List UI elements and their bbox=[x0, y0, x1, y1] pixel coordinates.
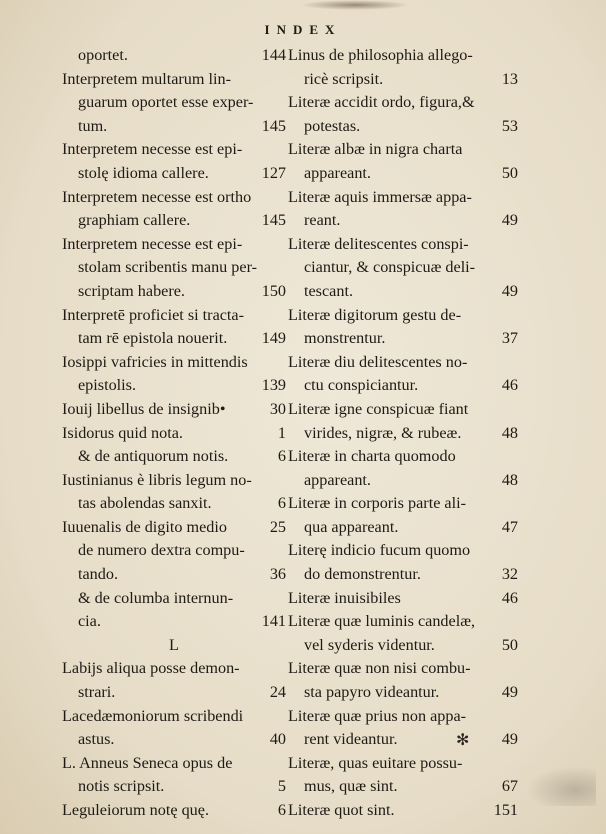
page-number: 145 bbox=[261, 211, 286, 230]
page-number: 127 bbox=[261, 163, 286, 182]
index-entry-text: Interpretem necesse est epi- bbox=[62, 140, 243, 159]
index-entry-text: L bbox=[169, 635, 179, 654]
page-number: 151 bbox=[493, 801, 518, 819]
index-entry-text: Iustinianus è libris legum no- bbox=[62, 470, 252, 489]
index-entry-line bbox=[288, 799, 518, 823]
index-entry-text: Interpretem necesse est ortho bbox=[62, 187, 252, 206]
index-column-right bbox=[288, 44, 518, 823]
page-number: 48 bbox=[501, 470, 518, 489]
page-number: 149 bbox=[261, 329, 286, 348]
index-entry-text: tas abolendas sanxit. bbox=[78, 494, 212, 513]
page-number: 5 bbox=[277, 777, 286, 796]
index-entry-line bbox=[62, 657, 286, 681]
index-entry-text: Literæ accidit ordo, figura,& bbox=[288, 93, 475, 112]
index-entry-text: Literæ albæ in nigra charta bbox=[288, 140, 463, 159]
page-number: 24 bbox=[269, 683, 286, 702]
index-entry-text: vel syderis videntur. bbox=[304, 635, 435, 654]
index-entry-line bbox=[288, 280, 518, 304]
index-entry-line bbox=[288, 563, 518, 587]
index-entry-text: epistolis. bbox=[78, 376, 137, 395]
index-entry-text: monstrentur. bbox=[304, 329, 386, 348]
index-entry-text: tum. bbox=[78, 116, 108, 135]
index-entry-text: Isidorus quid nota. bbox=[62, 423, 183, 442]
index-entry-text: Literæ delitescentes conspi- bbox=[288, 234, 469, 253]
index-entry-line bbox=[288, 327, 518, 351]
index-entry-text: Interpretē proficiet si tracta- bbox=[62, 305, 245, 324]
index-entry-line bbox=[62, 115, 286, 139]
index-entry-text: qua appareant. bbox=[304, 517, 399, 536]
page-number: 40 bbox=[269, 730, 286, 749]
index-entry-line bbox=[62, 799, 286, 823]
index-entry-line bbox=[62, 422, 286, 446]
index-entry-text: astus. bbox=[78, 730, 115, 749]
page-number: 1 bbox=[277, 423, 286, 442]
index-entry-line bbox=[288, 445, 518, 469]
index-entry-line bbox=[288, 68, 518, 92]
index-entry-text: ctu conspiciantur. bbox=[304, 376, 419, 395]
page-number: 50 bbox=[501, 635, 518, 654]
index-entry-line bbox=[288, 138, 518, 162]
index-entry-text: guarum oportet esse exper- bbox=[78, 93, 254, 112]
index-entry-line bbox=[62, 492, 286, 516]
index-entry-text: cia. bbox=[78, 612, 101, 631]
page-stain bbox=[526, 766, 596, 806]
index-entry-text: Interpretem necesse est epi- bbox=[62, 234, 243, 253]
index-entry-line bbox=[62, 516, 286, 540]
index-entry-text: Literæ inuisibiles bbox=[288, 588, 401, 607]
index-entry-text: notis scripsit. bbox=[78, 777, 165, 796]
index-entry-text: Linus de philosophia allego- bbox=[288, 46, 473, 64]
index-entry-line bbox=[62, 539, 286, 563]
index-entry-line bbox=[288, 728, 518, 752]
index-entry-line bbox=[62, 186, 286, 210]
index-entry-text: Literæ digitorum gestu de- bbox=[288, 305, 462, 324]
index-entry-text: Literæ igne conspicuæ fiant bbox=[288, 399, 469, 418]
index-entry-line bbox=[62, 374, 286, 398]
index-entry-text: appareant. bbox=[304, 470, 371, 489]
index-entry-text: Labijs aliqua posse demon- bbox=[62, 659, 240, 678]
index-entry-line bbox=[288, 304, 518, 328]
index-entry-text: stolę idioma callere. bbox=[78, 163, 209, 182]
index-entry-line bbox=[62, 209, 286, 233]
index-entry-text: Literæ diu delitescentes no- bbox=[288, 352, 468, 371]
index-entry-text: stolam scribentis manu per- bbox=[78, 258, 258, 277]
index-entry-text: scriptam habere. bbox=[78, 281, 185, 300]
index-entry-line bbox=[62, 280, 286, 304]
index-entry-text: & de columba internun- bbox=[78, 588, 234, 607]
page-number: 37 bbox=[501, 329, 518, 348]
index-entry-text: Literæ, quas euitare possu- bbox=[288, 753, 463, 772]
page-number: 141 bbox=[261, 612, 286, 631]
page-number: 13 bbox=[501, 69, 518, 88]
index-entry-text: Leguleiorum notę quę. bbox=[62, 801, 209, 819]
index-entry-line bbox=[288, 705, 518, 729]
index-entry-text: Literæ in corporis parte ali- bbox=[288, 494, 466, 513]
page-number: 145 bbox=[261, 116, 286, 135]
index-entry-text: sta papyro videantur. bbox=[304, 683, 440, 702]
index-entry-text: graphiam callere. bbox=[78, 211, 191, 230]
page-header: INDEX bbox=[264, 22, 342, 37]
index-entry-line bbox=[62, 304, 286, 328]
index-entry-line bbox=[62, 610, 286, 634]
index-entry-text: Literæ quæ luminis candelæ, bbox=[288, 612, 476, 631]
index-entry-line bbox=[288, 91, 518, 115]
index-entry-line bbox=[62, 398, 286, 422]
page-number: 139 bbox=[261, 376, 286, 395]
index-entry-text: Literæ quæ prius non appa- bbox=[288, 706, 467, 725]
page-number: 30 bbox=[269, 399, 286, 418]
page-number: 49 bbox=[501, 683, 518, 702]
page-number: 46 bbox=[501, 588, 518, 607]
index-entry-text: rent videantur. bbox=[304, 730, 398, 749]
index-entry-line bbox=[62, 44, 286, 68]
index-entry-line bbox=[288, 186, 518, 210]
index-entry-line bbox=[288, 209, 518, 233]
index-entry-text: & de antiquorum notis. bbox=[78, 447, 229, 466]
section-letter bbox=[62, 634, 286, 658]
index-entry-line bbox=[62, 445, 286, 469]
index-entry-line bbox=[62, 752, 286, 776]
page-number: 48 bbox=[501, 423, 518, 442]
index-entry-line bbox=[62, 728, 286, 752]
page-number: 6 bbox=[277, 801, 286, 819]
index-entry-line bbox=[288, 539, 518, 563]
index-entry-line bbox=[62, 351, 286, 375]
index-entry-line bbox=[62, 233, 286, 257]
page-number: 25 bbox=[269, 517, 286, 536]
index-entry-line bbox=[288, 634, 518, 658]
index-entry-line bbox=[288, 351, 518, 375]
page-shadow bbox=[300, 0, 410, 10]
page-number: 36 bbox=[269, 565, 286, 584]
index-entry-text: do demonstrentur. bbox=[304, 565, 421, 584]
index-entry-text: tescant. bbox=[304, 281, 353, 300]
index-entry-line bbox=[62, 256, 286, 280]
index-entry-text: Literæ aquis immersæ appa- bbox=[288, 187, 472, 206]
index-entry-text: Literæ quot sint. bbox=[288, 801, 395, 819]
index-column-left bbox=[62, 44, 286, 823]
index-entry-line bbox=[62, 705, 286, 729]
index-entry-line bbox=[288, 469, 518, 493]
index-entry-text: Iosippi vafricies in mittendis bbox=[62, 352, 248, 371]
page-number: 67 bbox=[501, 777, 518, 796]
index-entry-line bbox=[288, 492, 518, 516]
index-entry-line bbox=[288, 610, 518, 634]
page-number: 50 bbox=[501, 163, 518, 182]
index-entry-text: ciantur, & conspicuæ deli- bbox=[304, 258, 476, 277]
page-number: 6 bbox=[277, 494, 286, 513]
index-entry-line bbox=[62, 68, 286, 92]
index-entry-text: Interpretem multarum lin- bbox=[62, 69, 232, 88]
index-entry-line bbox=[62, 587, 286, 611]
index-entry-text: Literę indicio fucum quomo bbox=[288, 541, 471, 560]
index-entry-line bbox=[62, 775, 286, 799]
page-number: 49 bbox=[501, 730, 518, 749]
index-entry-text: reant. bbox=[304, 211, 341, 230]
index-entry-text: oportet. bbox=[78, 46, 128, 64]
index-entry-line bbox=[62, 327, 286, 351]
index-entry-line bbox=[62, 162, 286, 186]
page-number: 6 bbox=[277, 447, 286, 466]
page-number: 53 bbox=[501, 116, 518, 135]
index-entry-text: potestas. bbox=[304, 116, 361, 135]
index-entry-line bbox=[288, 752, 518, 776]
index-entry-line bbox=[288, 422, 518, 446]
index-entry-text: mus, quæ sint. bbox=[304, 777, 398, 796]
index-entry-line bbox=[288, 657, 518, 681]
index-entry-line bbox=[288, 587, 518, 611]
index-entry-line bbox=[62, 469, 286, 493]
index-entry-text: virides, nigræ, & rubeæ. bbox=[304, 423, 462, 442]
index-entry-line bbox=[288, 256, 518, 280]
index-entry-text: tam rē epistola nouerit. bbox=[78, 329, 228, 348]
page-number: 144 bbox=[261, 46, 286, 64]
page-number: 49 bbox=[501, 211, 518, 230]
index-entry-line bbox=[288, 398, 518, 422]
index-entry-text: strari. bbox=[78, 683, 116, 702]
index-entry-text: Literæ in charta quomodo bbox=[288, 447, 456, 466]
index-entry-line bbox=[288, 681, 518, 705]
index-entry-line bbox=[288, 516, 518, 540]
index-entry-line bbox=[288, 115, 518, 139]
index-entry-line bbox=[288, 44, 518, 68]
page-number: 46 bbox=[501, 376, 518, 395]
index-entry-line bbox=[62, 681, 286, 705]
page-number: 32 bbox=[501, 565, 518, 584]
index-entry-text: Iouij libellus de insignib• bbox=[62, 399, 226, 418]
index-entry-line bbox=[288, 233, 518, 257]
index-entry-line bbox=[288, 162, 518, 186]
ornament-icon: ✻ bbox=[456, 732, 470, 749]
index-entry-line bbox=[62, 138, 286, 162]
index-entry-text: Lacedæmoniorum scribendi bbox=[62, 706, 244, 725]
index-entry-text: appareant. bbox=[304, 163, 371, 182]
index-entry-text: Iuuenalis de digito medio bbox=[62, 517, 227, 536]
page-number: 150 bbox=[261, 281, 286, 300]
index-entry-text: ricè scripsit. bbox=[304, 69, 384, 88]
index-entry-line bbox=[62, 563, 286, 587]
page-number: 47 bbox=[501, 517, 518, 536]
index-entry-text: tando. bbox=[78, 565, 119, 584]
index-entry-text: Literæ quæ non nisi combu- bbox=[288, 659, 471, 678]
index-entry-line bbox=[62, 91, 286, 115]
index-entry-line bbox=[288, 374, 518, 398]
page-number: 49 bbox=[501, 281, 518, 300]
index-entry-line bbox=[288, 775, 518, 799]
index-entry-text: L. Anneus Seneca opus de bbox=[62, 753, 233, 772]
index-entry-text: de numero dextra compu- bbox=[78, 541, 245, 560]
